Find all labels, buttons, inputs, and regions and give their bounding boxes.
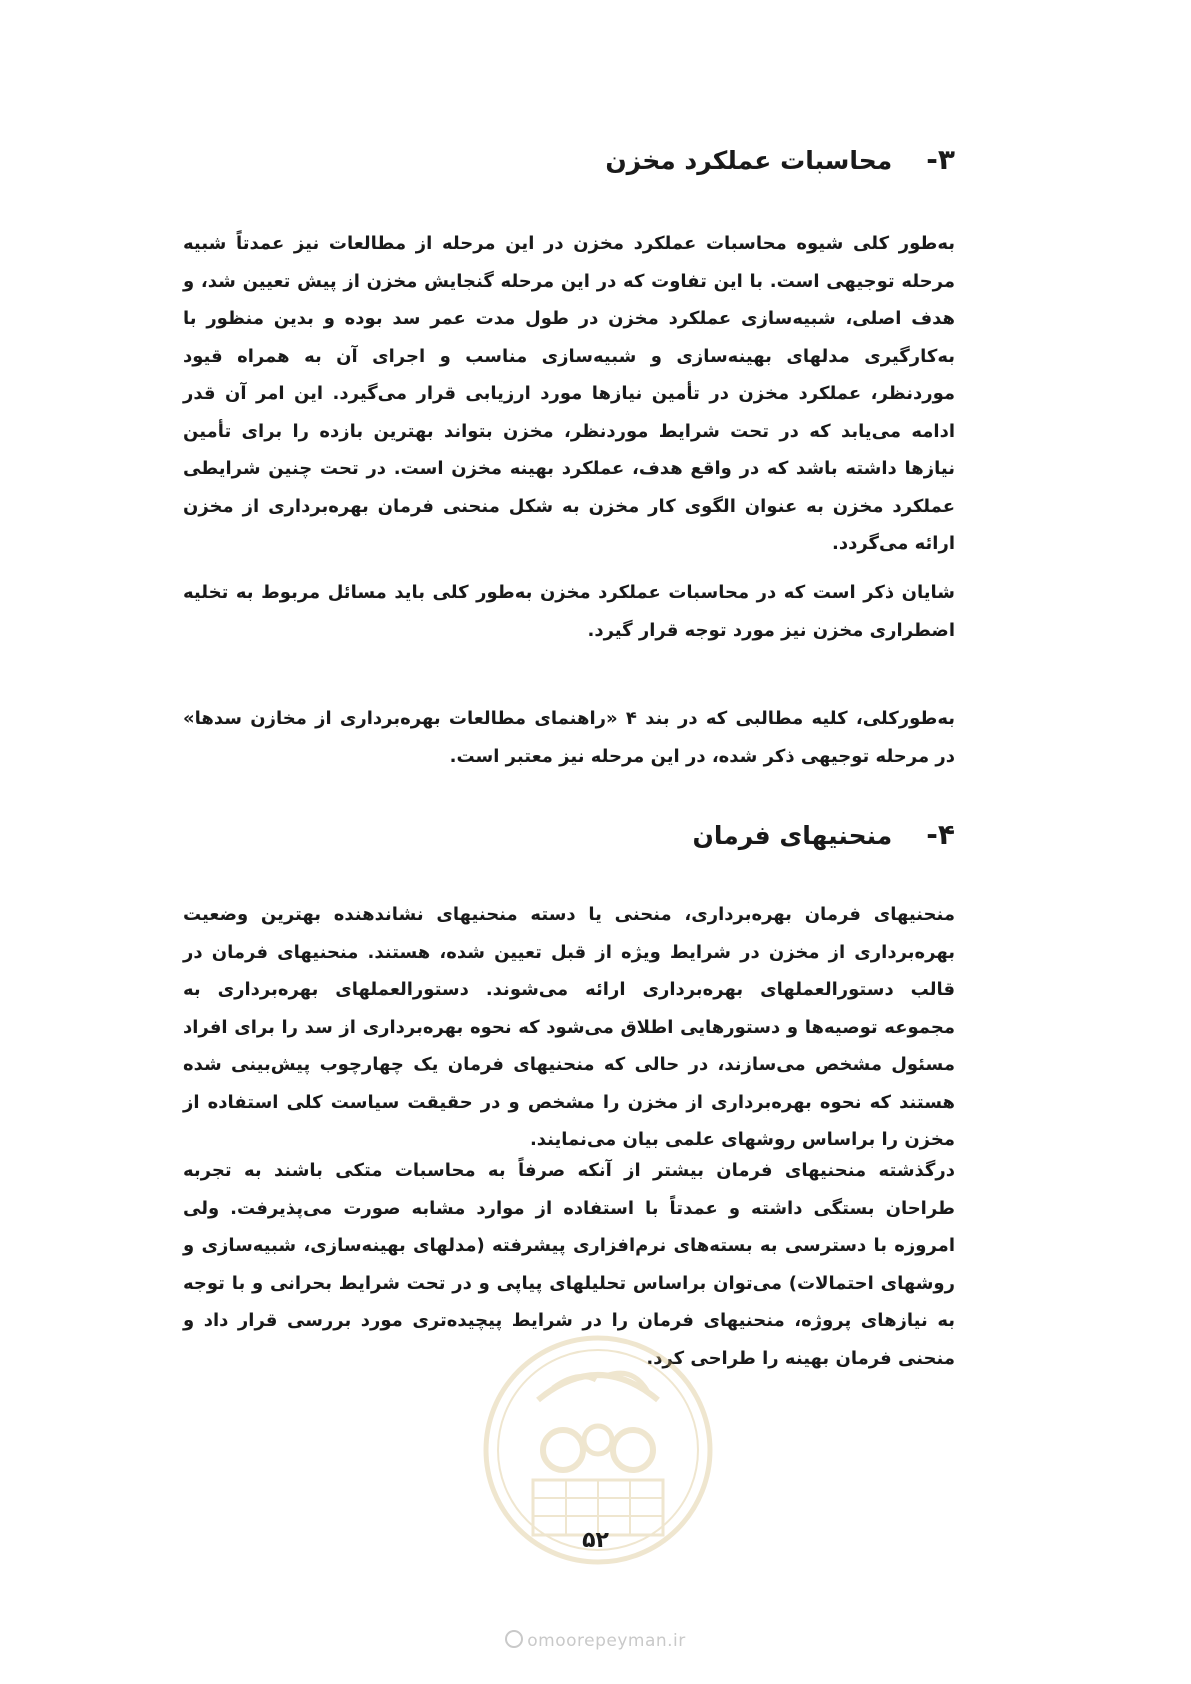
watermark-url-text: omoorepeyman.ir (527, 1631, 686, 1651)
section-3-paragraph-3: به‌طورکلی، کلیه مطالبی که در بند ۴ «راهنمای مطالعات بهره‌برداری از مخازن سدها» در مرحله توجیهی ذکر شده، در این مرحله نیز معتبر است. (183, 708, 955, 767)
section-4-title: منحنیهای فرمان (692, 821, 893, 850)
section-4-paragraph-2: درگذشته منحنیهای فرمان بیشتر از آنکه صرفاً به محاسبات متکی باشند به تجربه طراحان بستگی داشته و عمدتاً با استفاده از موارد مشابه صورت می‌پذیرفت. ولی امروزه با دسترسی به بسته‌های نرم‌افزاری پیشرفته (مدلهای بهینه‌سازی، شبیه‌سازی و روشهای احتمالات) می‌توان براساس تحلیلهای پیاپی و در تحت شرایط بحرانی و با توجه به نیازهای پروژه، منحنیهای فرمان را در شرایط پیچیده‌تری مورد بررسی قرار داد و منحنی فرمان بهینه را طراحی کرد. (183, 1160, 955, 1369)
at-icon (505, 1630, 523, 1648)
section-4-number: ۴- (926, 818, 955, 851)
section-4-paragraph-1: منحنیهای فرمان بهره‌برداری، منحنی یا دسته منحنیهای نشاندهنده بهترین وضعیت بهره‌برداری از مخزن در شرایط ویژه از قبل تعیین شده، هستند. منحنیهای فرمان در قالب دستورالعملهای بهره‌برداری ارائه می‌شوند. دستورالعملهای بهره‌برداری به مجموعه توصیه‌ها و دستورهایی اطلاق می‌شود که نحوه بهره‌برداری از سد را برای افراد مسئول مشخص می‌سازند، در حالی که منحنیهای فرمان یک چهارچوب پیش‌بینی شده هستند که نحوه بهره‌برداری از مخزن را مشخص و در حقیقت سیاست کلی استفاده از مخزن را براساس روشهای علمی بیان می‌نمایند. (183, 904, 955, 1150)
watermark-url (0, 1630, 1191, 1651)
section-3-heading (605, 143, 955, 176)
section-3-title: محاسبات عملکرد مخزن (605, 146, 893, 175)
section-3-paragraph-2: شایان ذکر است که در محاسبات عملکرد مخزن به‌طور کلی باید مسائل مربوط به تخلیه اضطراری مخزن نیز مورد توجه قرار گیرد. (183, 582, 955, 641)
section-3-paragraph-1: به‌طور کلی شیوه محاسبات عملکرد مخزن در این مرحله از مطالعات نیز عمدتاً شبیه مرحله توجیهی است. با این تفاوت که در این مرحله گنجایش مخزن از پیش تعیین شد، و هدف اصلی، شبیه‌سازی عملکرد مخزن در طول مدت عمر سد بوده و بدین منظور با به‌کارگیری مدلهای بهینه‌سازی و شبیه‌سازی مناسب و اجرای آن به همراه قیود موردنظر، عملکرد مخزن در تأمین نیازها مورد ارزیابی قرار می‌گیرد. این امر آن قدر ادامه می‌یابد که در تحت شرایط موردنظر، مخزن بتواند بهترین بازده را برای تأمین نیازها داشته باشد که در واقع هدف، عملکرد بهینه مخزن است. در تحت چنین شرایطی عملکرد مخزن به عنوان الگوی کار مخزن به شکل منحنی فرمان بهره‌برداری از مخزن ارائه می‌گردد. (183, 233, 955, 554)
page-number: ۵۲ (582, 1528, 609, 1553)
section-4-heading (693, 818, 955, 851)
section-3-number: ۳- (926, 143, 955, 176)
